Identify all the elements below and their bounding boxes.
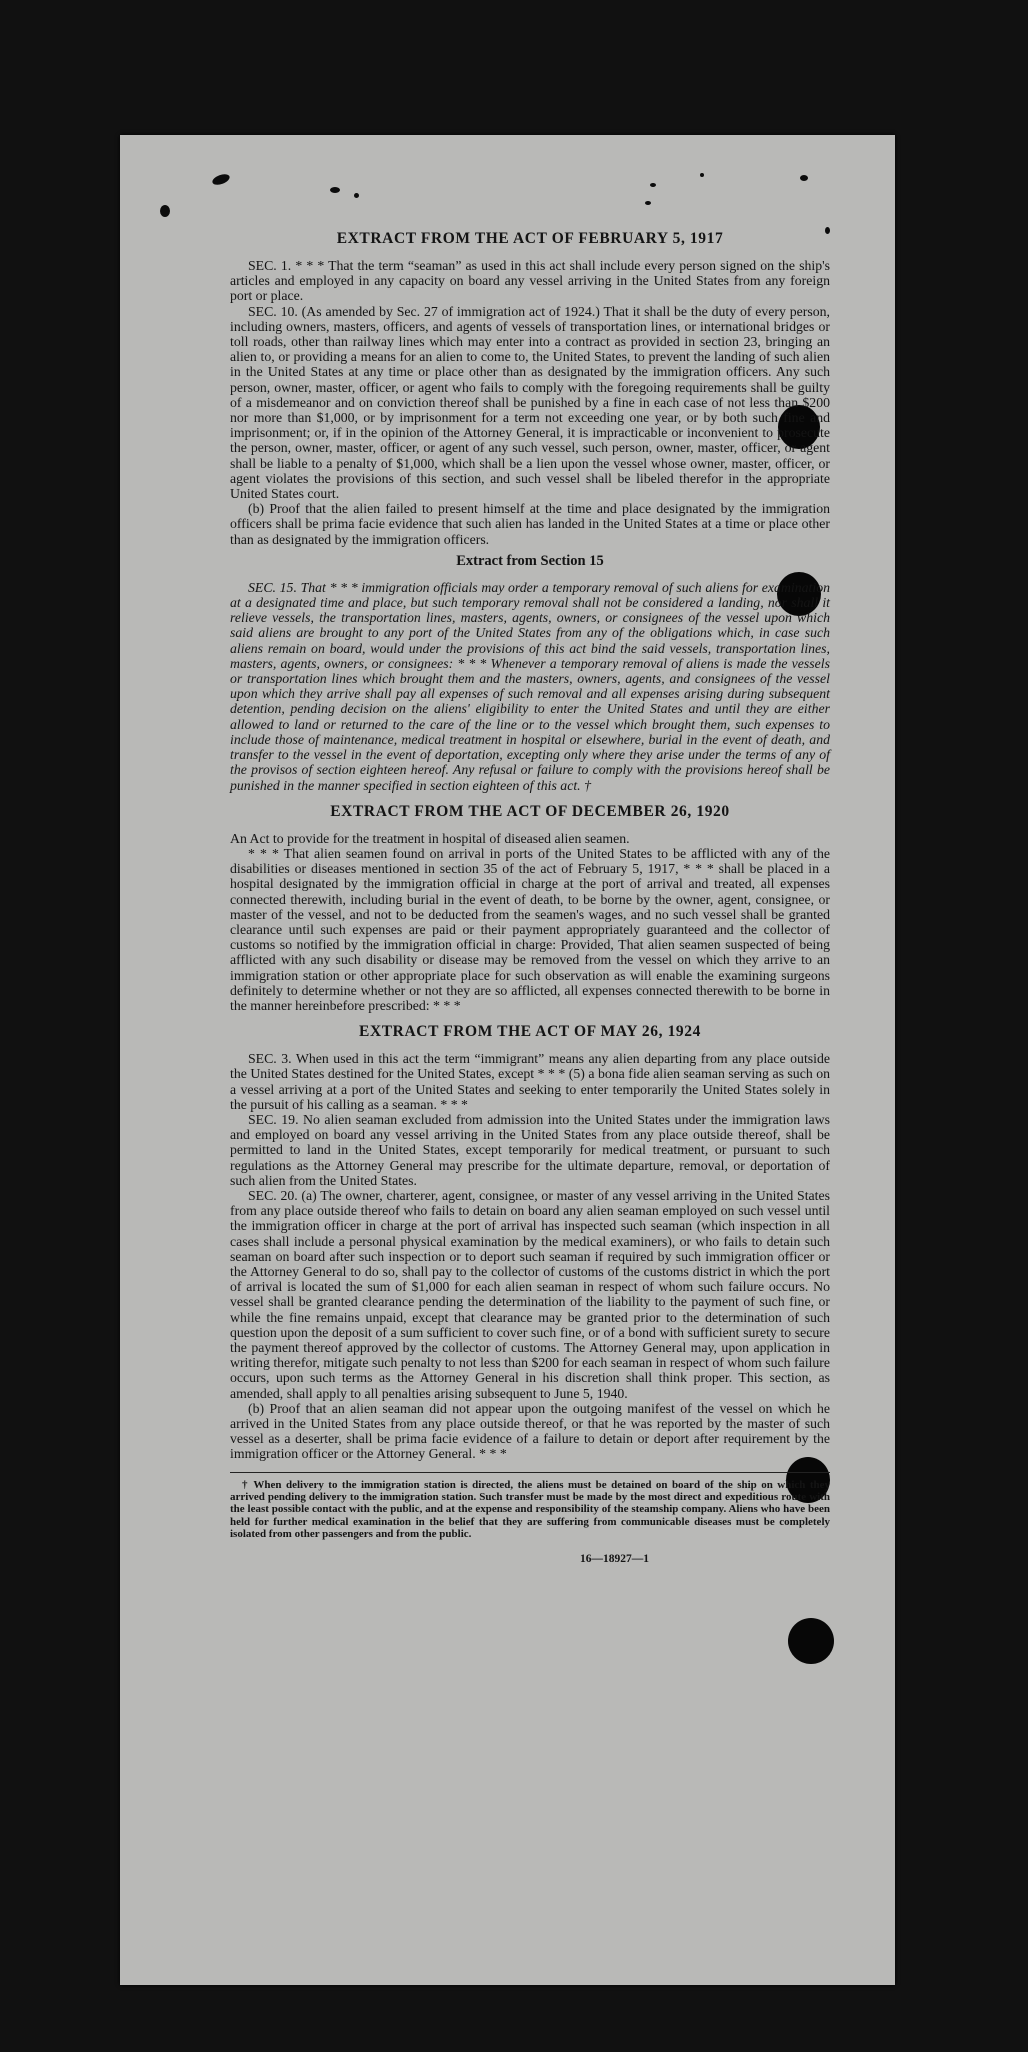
speck [330, 187, 340, 193]
paragraph-sec10: SEC. 10. (As amended by Sec. 27 of immigration act of 1924.) That it shall be the duty of every person, including owners, masters, officers, and agents of vessels of transportation lines, or international bridges or toll roads, other than railway lines which may enter into a contract as provided in section 23, bringing an alien to, or providing a means for an alien to come to, the United States, to prevent the landing of such alien in the United States at any time or place other than as designated by the immigration officers. Any such person, owner, master, officer, or agent who fails to comply with the foregoing requirements shall be guilty of a misdemeanor and on conviction thereof shall be punished by a fine in each case of not less than $200 nor more than $1,000, or by imprisonment for a term not exceeding one year, or by both such fine and imprisonment; or, if in the opinion of the Attorney General, it is impracticable or inconvenient to prosecute the person, owner, master, officer, or agent of any such vessel, such person, owner, master, officer, or agent shall be liable to a penalty of $1,000, which shall be a lien upon the vessel whose owner, master, officer, or agent violates the provisions of this section, and such vessel shall be libeled therefor in the appropriate United States court. [230, 303, 830, 502]
paragraph-sec15-text: SEC. 15. That * * * immigration officials may order a temporary removal of such aliens for examination at a designated time and place, but such temporary removal shall not be considered a landing, nor shall it relieve vessels, the transportation lines, masters, agents, owners, or consignees of the vessel upon which said aliens are brought to any port of the United States from any of the obligations which, in case such aliens remain on board, would under the provisions of this act bind the said vessels, transportation lines, masters, agents, owners, or consignees: * * * Whenever a temporary removal of aliens is made the vessels or transportation lines which brought them and the masters, owners, agents, and consignees of the vessel upon which they arrive shall pay all expenses of such removal and all expenses arising during subsequent detention, pending decision on the aliens' eligibility to enter the United States and until they are either allowed to land or returned to the care of the line or to the vessel which brought them, such expenses to include those of maintenance, medical treatment in hospital or elsewhere, burial in the event of death, and transfer to the vessel in the event of deportation, excepting only where they arise under the terms of any of the provisos of section eighteen hereof. Any refusal or failure to comply with the provisions hereof shall be punished in the manner specified in section eighteen of this act. [230, 579, 830, 793]
speck [700, 173, 704, 177]
paragraph-sec15 [230, 580, 830, 793]
paragraph-1920-body: * * * That alien seamen found on arrival in ports of the United States to be afflicted with any of the disabilities or diseases mentioned in section 35 of the act of February 5, 1917, * * * shall be placed in a hospital designated by the immigration official in charge at the port of arrival and treated, all expenses connected therewith, including burial in the event of death, to be borne by the owner, agent, consignee, or master of the vessel, and not to be deducted from the seamen's wages, and no such vessel shall be granted clearance until such expenses are paid or their payment appropriately guaranteed and the collector of customs so notified by the immigration official in charge: Provided, That alien seamen suspected of being afflicted with any such disability or disease may be removed from the vessel on which they arrive to an immigration station or other appropriate place for such observation as will enable the examining surgeons definitely to determine whether or not they are so afflicted, all expenses connected therewith to be borne in the manner hereinbefore prescribed: * * * [230, 845, 830, 1013]
paragraph-sec1: SEC. 1. * * * That the term “seaman” as used in this act shall include every person signed on the ship's articles and employed in any capacity on board any vessel arriving in the United States from any foreign port or place. [230, 258, 830, 304]
document-page [120, 135, 895, 1985]
paragraph-1920-title: An Act to provide for the treatment in hospital of diseased alien seamen. [230, 830, 630, 846]
speck [354, 193, 359, 198]
section-heading-1920: EXTRACT FROM THE ACT OF DECEMBER 26, 1920 [330, 802, 730, 820]
paragraph-sec10b: (b) Proof that the alien failed to present himself at the time and place designated by the immigration officers shall be prima facie evidence that such alien has landed in the United States at a time or place other than as designated by the immigration officers. [230, 501, 830, 547]
form-number: 16—18927—1 [580, 1552, 649, 1565]
paragraph-1924-sec20a: SEC. 20. (a) The owner, charterer, agent, consignee, or master of any vessel arriving in the United States from any place outside thereof who fails to detain on board any alien seaman employed on such vessel until the immigration officer in charge at the port of arrival has inspected such seaman (which inspection in all cases shall include a personal physical examination by the medical examiners), or who fails to detain such seaman on board after such inspection or to deport such seaman if required by such immigration officer or the Attorney General to do so, shall pay to the collector of customs of the customs district in which the port of arrival is located the sum of $1,000 for each alien seaman in respect of whom such failure occurs. No vessel shall be granted clearance pending the determination of the liability to the payment of such fine, or while the fine remains unpaid, except that clearance may be granted prior to the determination of such question upon the deposit of a sum sufficient to cover such fine, or of a bond with sufficient surety to secure the payment thereof approved by the collector of customs. The Attorney General may, upon application in writing therefor, mitigate such penalty to not less than $200 for each seaman in respect of whom such failure occurs, upon such terms as the Attorney General in his discretion shall think proper. This section, as amended, shall apply to all penalties arising subsequent to June 5, 1940. [230, 1187, 830, 1401]
ink-blot-4 [788, 1618, 834, 1664]
speck [650, 183, 656, 187]
speck [160, 205, 170, 217]
speck [211, 172, 231, 187]
speck [645, 201, 651, 205]
paragraph-1924-sec20b: (b) Proof that an alien seaman did not appear upon the outgoing manifest of the vessel on which he arrived in the United States from any place outside thereof, or that he was reported by the master of such vessel as a deserter, shall be prima facie evidence of a failure to detain or deport after requirement by the immigration officer or the Attorney General. * * * [230, 1400, 830, 1462]
dagger-mark: † [584, 777, 591, 793]
section-heading-1917: EXTRACT FROM THE ACT OF FEBRUARY 5, 1917 [336, 230, 724, 247]
paragraph-1924-sec3: SEC. 3. When used in this act the term “immigrant” means any alien departing from any place outside the United States destined for the United States, except * * * (5) a bona fide alien seaman serving as such on a vessel arriving at a port of the United States and seeking to enter temporarily the United States solely in the pursuit of his calling as a seaman. * * * [230, 1051, 830, 1112]
document-body [230, 230, 830, 1565]
speck [800, 175, 808, 181]
footnote-divider [230, 1472, 830, 1473]
section-heading-1924: EXTRACT FROM THE ACT OF MAY 26, 1924 [359, 1023, 701, 1041]
paragraph-1924-sec19: SEC. 19. No alien seaman excluded from admission into the United States under the immigration laws and employed on board any vessel arriving in the United States from any place outside thereof, shall be permitted to land in the United States, except temporarily for medical treatment, or pursuant to such regulations as the Attorney General may prescribe for the ultimate departure, removal, or deportation of such alien from the United States. [230, 1111, 830, 1188]
section-heading-sec15: Extract from Section 15 [456, 552, 604, 569]
footnote: † When delivery to the immigration station is directed, the aliens must be detained on board of the ship on which they arrived pending delivery to the immigration station. Such transfer must be made by the most direct and expeditious route with the least possible contact with the public, and at the expense and responsibility of the steamship company. Aliens who have been held for further medical examination in the belief that they are suffering from communicable diseases must be completely isolated from other passengers and from the public. [230, 1478, 830, 1541]
